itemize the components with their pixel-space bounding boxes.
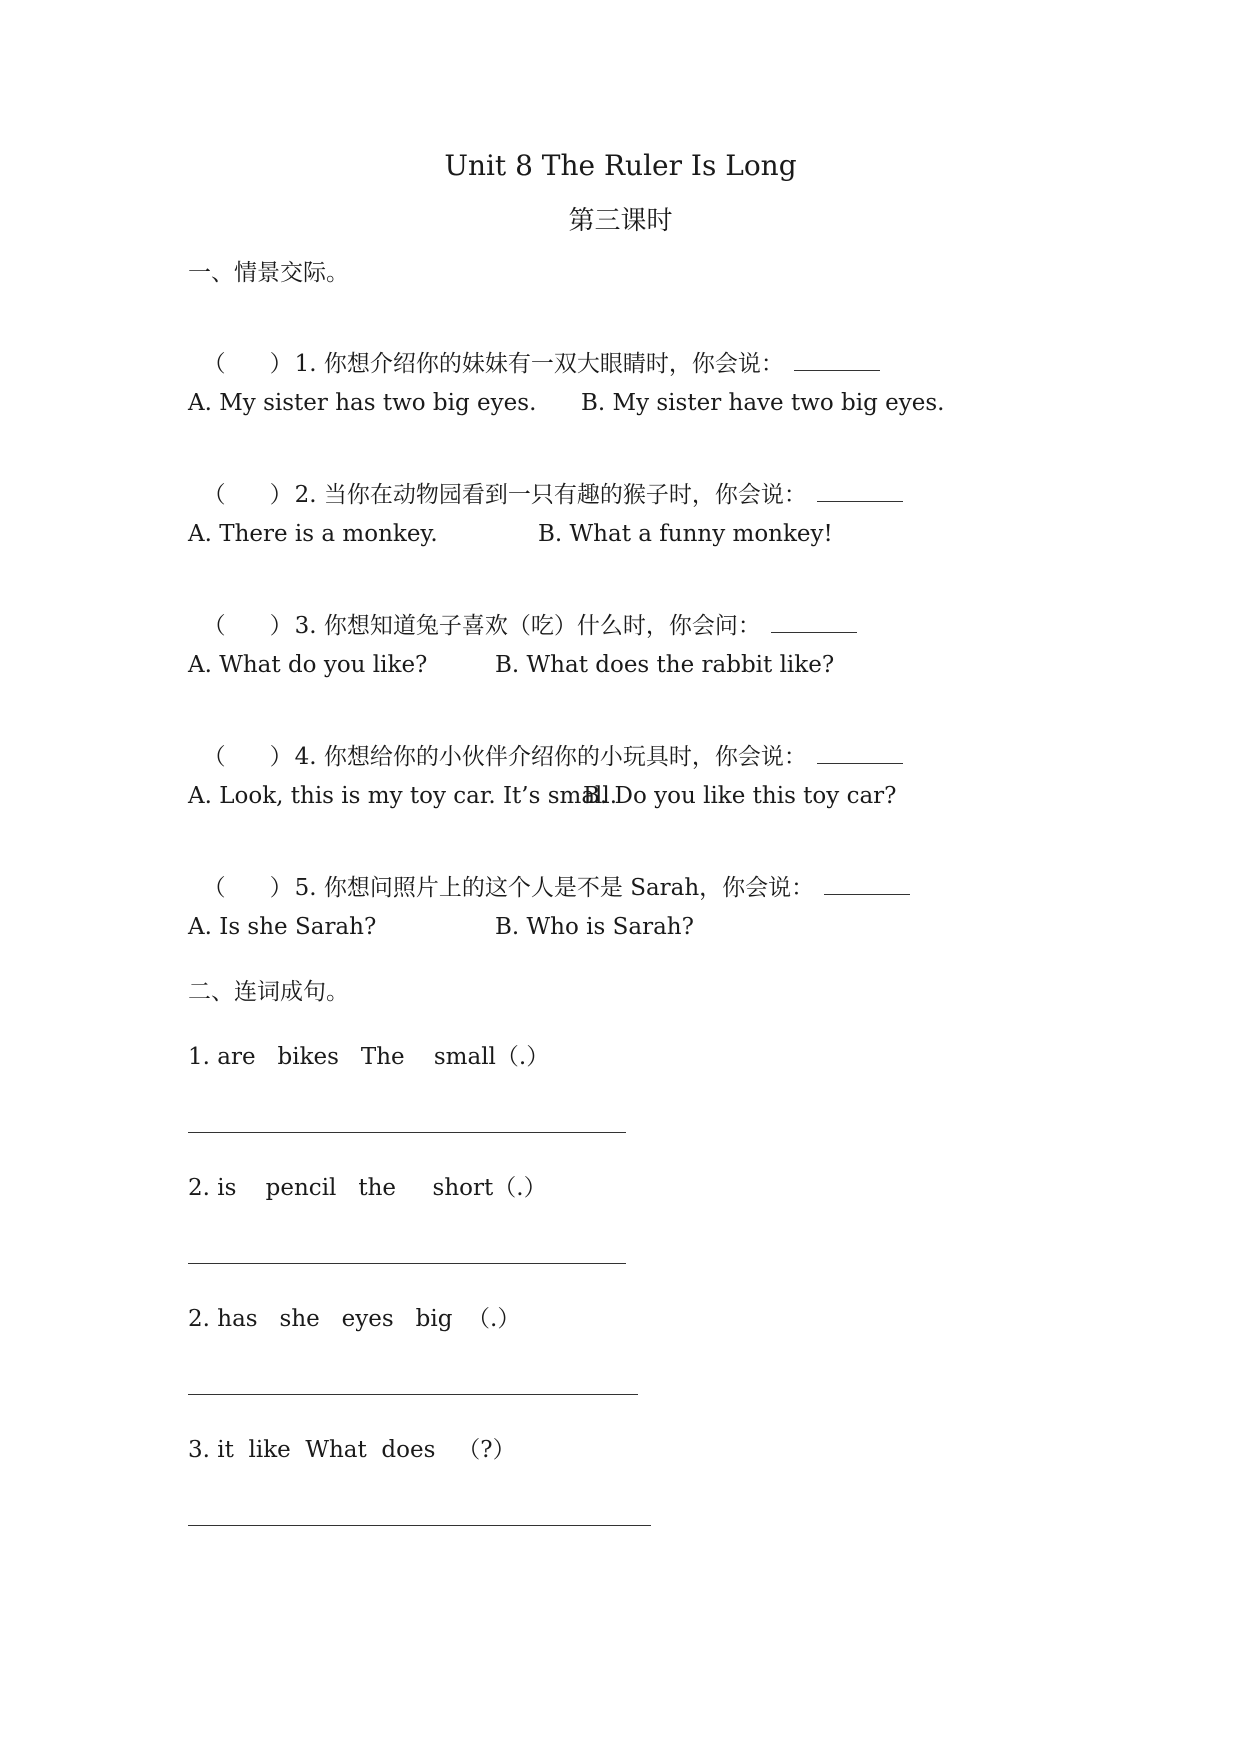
section-2-heading: 二、连词成句。 xyxy=(188,979,349,1005)
answer-blank-5[interactable] xyxy=(824,874,910,895)
scramble-item-3: 2. has she eyes big （.） xyxy=(188,1306,521,1332)
answer-bracket-2[interactable]: （ ） xyxy=(202,482,293,508)
scramble-item-4: 3. it like What does （?） xyxy=(188,1437,516,1463)
answer-bracket-1[interactable]: （ ） xyxy=(202,351,293,377)
answer-bracket-4[interactable]: （ ） xyxy=(202,744,293,770)
question-2-option-b: B. What a funny monkey! xyxy=(538,521,833,547)
question-2-option-a: A. There is a monkey. xyxy=(188,521,438,547)
document-title: Unit 8 The Ruler Is Long xyxy=(444,149,797,182)
question-3 xyxy=(188,589,857,638)
answer-bracket-5[interactable]: （ ） xyxy=(202,875,293,901)
scramble-item-1: 1. are bikes The small（.） xyxy=(188,1044,550,1070)
question-3-option-a: A. What do you like? xyxy=(188,652,428,678)
answer-line-1[interactable] xyxy=(188,1132,626,1133)
answer-line-4[interactable] xyxy=(188,1525,651,1526)
answer-bracket-3[interactable]: （ ） xyxy=(202,613,293,639)
lesson-subtitle: 第三课时 xyxy=(568,206,673,236)
answer-blank-4[interactable] xyxy=(817,743,903,764)
question-5 xyxy=(188,851,910,900)
question-4-option-b: B. Do you like this toy car? xyxy=(583,783,897,809)
question-2-prompt: 2. 当你在动物园看到一只有趣的猴子时，你会说： xyxy=(294,482,807,508)
question-1 xyxy=(188,327,880,376)
answer-blank-2[interactable] xyxy=(817,481,903,502)
answer-line-2[interactable] xyxy=(188,1263,626,1264)
answer-blank-1[interactable] xyxy=(794,350,880,371)
scramble-item-2: 2. is pencil the short（.） xyxy=(188,1175,547,1201)
question-1-option-b: B. My sister have two big eyes. xyxy=(581,390,945,416)
question-3-option-b: B. What does the rabbit like? xyxy=(495,652,835,678)
question-3-prompt: 3. 你想知道兔子喜欢（吃）什么时，你会问： xyxy=(294,613,761,639)
question-1-option-a: A. My sister has two big eyes. xyxy=(188,390,537,416)
question-5-option-a: A. Is she Sarah? xyxy=(188,914,377,940)
section-1-heading: 一、情景交际。 xyxy=(188,260,349,286)
question-5-option-b: B. Who is Sarah? xyxy=(495,914,694,940)
question-4-prompt: 4. 你想给你的小伙伴介绍你的小玩具时，你会说： xyxy=(294,744,807,770)
question-2 xyxy=(188,458,903,507)
question-5-prompt: 5. 你想问照片上的这个人是不是 Sarah，你会说： xyxy=(294,875,815,901)
question-4-option-a: A. Look, this is my toy car. It’s small. xyxy=(188,783,618,809)
question-4 xyxy=(188,720,903,769)
question-1-prompt: 1. 你想介绍你的妹妹有一双大眼睛时，你会说： xyxy=(294,351,784,377)
answer-line-3[interactable] xyxy=(188,1394,638,1395)
answer-blank-3[interactable] xyxy=(771,612,857,633)
